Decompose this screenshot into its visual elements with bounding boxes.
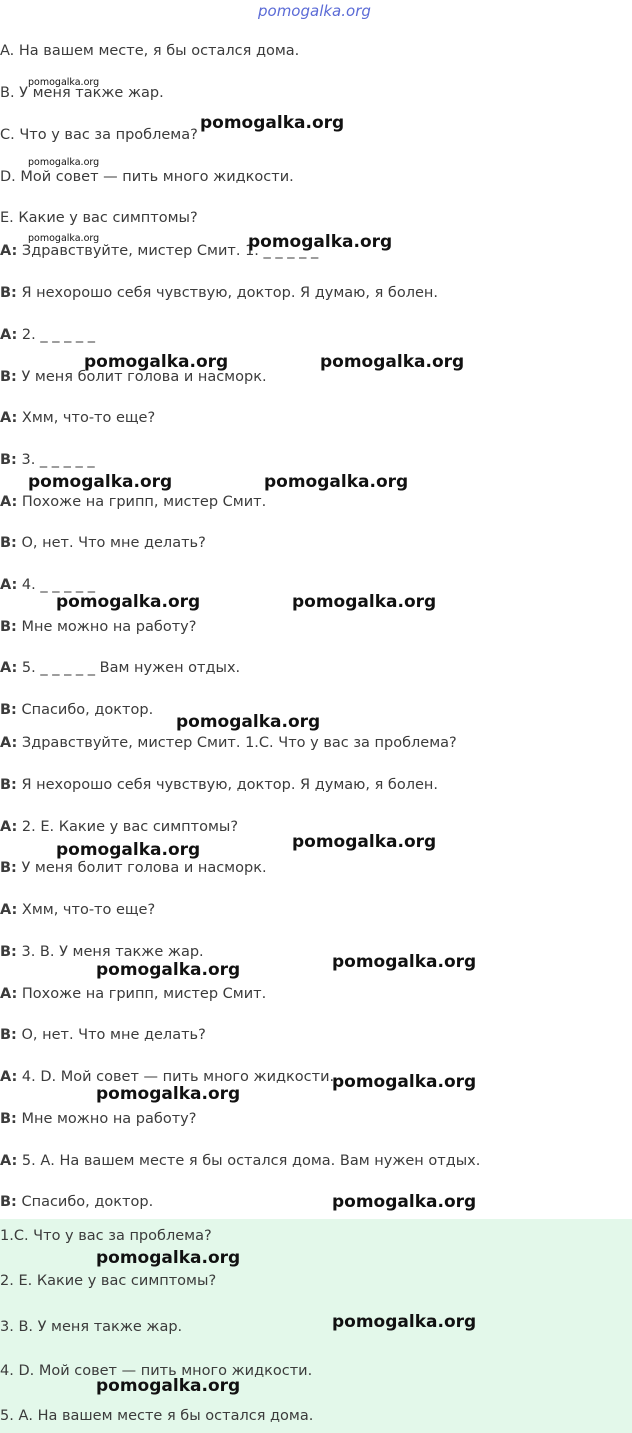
dialogue-text: Хмм, что-то еще?	[17, 410, 156, 426]
dialogue-text: Мне можно на работу?	[16, 1111, 197, 1127]
speaker-label: B:	[0, 860, 17, 876]
dialogue-text: Мне можно на работу?	[16, 619, 197, 635]
dialogue-text: У меня болит голова и насморк.	[16, 369, 267, 385]
speaker-label: B:	[0, 777, 17, 793]
answer-2: 2. Е. Какие у вас симптомы?	[0, 1273, 217, 1289]
answer-1: 1.С. Что у вас за проблема?	[0, 1228, 212, 1244]
speaker-label: A:	[0, 410, 18, 426]
dialogue-text: 4. D. Мой совет — пить много жидкости.	[17, 1069, 335, 1085]
speaker-label: B:	[0, 1111, 17, 1127]
dialogue-text: 5. А. На вашем месте я бы остался дома. Вам нужен отдых.	[17, 1153, 481, 1169]
speaker-label: B:	[0, 452, 17, 468]
watermark: pomogalka.org	[56, 840, 201, 860]
watermark: pomogalka.org	[332, 1312, 477, 1332]
dialogue-text: 2. Е. Какие у вас симптомы?	[17, 819, 239, 835]
solved-line-1	[0, 734, 457, 752]
answer-5: 5. А. На вашем месте я бы остался дома.	[0, 1408, 314, 1424]
dialogue-text: 2. _ _ _ _ _	[17, 327, 96, 343]
speaker-label: A:	[0, 494, 18, 510]
watermark: pomogalka.org	[176, 712, 321, 732]
task-line-6	[0, 451, 95, 469]
dialogue-text: Спасибо, доктор.	[16, 702, 154, 718]
watermark: pomogalka.org	[320, 352, 465, 372]
dialogue-text: Здравствуйте, мистер Смит. 1.С. Что у вас за проблема?	[17, 735, 457, 751]
answer-3: 3. В. У меня также жар.	[0, 1319, 183, 1335]
dialogue-text: 3. _ _ _ _ _	[16, 452, 95, 468]
solved-line-10	[0, 1110, 196, 1128]
watermark: pomogalka.org	[28, 472, 173, 492]
site-mark[interactable]: pomogalka.org	[258, 2, 371, 20]
dialogue-text: Похоже на грипп, мистер Смит.	[17, 986, 267, 1002]
speaker-label: B:	[0, 944, 17, 960]
task-line-8	[0, 534, 206, 552]
watermark: pomogalka.org	[56, 592, 201, 612]
speaker-label: B:	[0, 619, 17, 635]
solved-line-3	[0, 818, 238, 836]
dialogue-text: 3. В. У меня также жар.	[16, 944, 204, 960]
option-b: B. У меня также жар.	[0, 85, 164, 101]
dialogue-text: О, нет. Что мне делать?	[16, 1027, 206, 1043]
answer-4: 4. D. Мой совет — пить много жидкости.	[0, 1363, 313, 1379]
dialogue-text: Хмм, что-то еще?	[17, 902, 156, 918]
watermark: pomogalka.org	[332, 1072, 477, 1092]
watermark: pomogalka.org	[96, 960, 241, 980]
solved-line-12	[0, 1193, 153, 1211]
speaker-label: A:	[0, 1069, 18, 1085]
task-line-5	[0, 409, 155, 427]
dialogue-text: Я нехорошо себя чувствую, доктор. Я думаю, я болен.	[16, 777, 439, 793]
watermark-small: pomogalka.org	[28, 77, 100, 88]
solved-line-7	[0, 985, 266, 1003]
speaker-label: A:	[0, 819, 18, 835]
speaker-label: A:	[0, 243, 18, 259]
answers-block	[0, 1219, 632, 1433]
speaker-label: B:	[0, 285, 17, 301]
speaker-label: A:	[0, 986, 18, 1002]
solved-line-2	[0, 776, 438, 794]
speaker-label: B:	[0, 1027, 17, 1043]
watermark: pomogalka.org	[200, 113, 345, 133]
watermark: pomogalka.org	[332, 952, 477, 972]
dialogue-text: Здравствуйте, мистер Смит. 1. _ _ _ _ _	[17, 243, 319, 259]
watermark: pomogalka.org	[292, 592, 437, 612]
watermark: pomogalka.org	[96, 1248, 241, 1268]
solved-line-11	[0, 1152, 480, 1170]
speaker-label: A:	[0, 660, 18, 676]
task-line-11	[0, 659, 240, 677]
dialogue-text: О, нет. Что мне делать?	[16, 535, 206, 551]
task-line-12	[0, 701, 153, 719]
watermark: pomogalka.org	[248, 232, 393, 252]
speaker-label: B:	[0, 369, 17, 385]
speaker-label: A:	[0, 902, 18, 918]
solved-line-8	[0, 1026, 206, 1044]
task-line-3	[0, 326, 95, 344]
task-line-2	[0, 284, 438, 302]
task-line-7	[0, 493, 266, 511]
speaker-label: B:	[0, 535, 17, 551]
watermark: pomogalka.org	[96, 1084, 241, 1104]
dialogue-text: 5. _ _ _ _ _ Вам нужен отдых.	[17, 660, 241, 676]
option-c: C. Что у вас за проблема?	[0, 127, 198, 143]
option-d: D. Мой совет — пить много жидкости.	[0, 169, 294, 185]
watermark: pomogalka.org	[96, 1376, 241, 1396]
speaker-label: A:	[0, 1153, 18, 1169]
watermark-small: pomogalka.org	[28, 233, 100, 244]
solved-line-5	[0, 901, 155, 919]
speaker-label: B:	[0, 1194, 17, 1210]
dialogue-text: 4. _ _ _ _ _	[17, 577, 96, 593]
speaker-label: A:	[0, 735, 18, 751]
dialogue-text: Я нехорошо себя чувствую, доктор. Я думаю, я болен.	[16, 285, 439, 301]
dialogue-text: Спасибо, доктор.	[16, 1194, 154, 1210]
watermark: pomogalka.org	[84, 352, 229, 372]
speaker-label: B:	[0, 702, 17, 718]
solved-line-6	[0, 943, 204, 961]
watermark-small: pomogalka.org	[28, 157, 100, 168]
speaker-label: A:	[0, 327, 18, 343]
watermark: pomogalka.org	[264, 472, 409, 492]
dialogue-text: У меня болит голова и насморк.	[16, 860, 267, 876]
speaker-label: A:	[0, 577, 18, 593]
dialogue-text: Похоже на грипп, мистер Смит.	[17, 494, 267, 510]
watermark: pomogalka.org	[332, 1192, 477, 1212]
option-e: E. Какие у вас симптомы?	[0, 210, 198, 226]
task-line-10	[0, 618, 196, 636]
solved-line-4	[0, 859, 267, 877]
option-a: A. На вашем месте, я бы остался дома.	[0, 43, 300, 59]
watermark: pomogalka.org	[292, 832, 437, 852]
